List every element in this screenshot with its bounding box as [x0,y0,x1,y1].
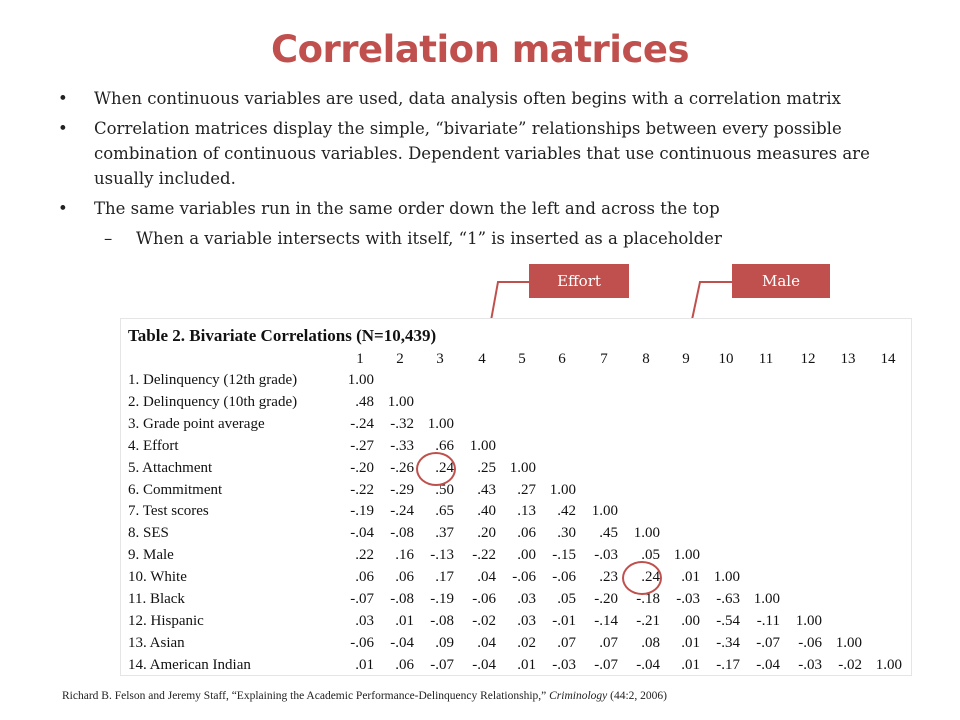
table-cell: -.04 [350,525,374,542]
table-cell: .13 [517,503,536,520]
bullet-text: Correlation matrices display the simple, “bivariate” relationships between every possible combination of continuous variables. Dependent variables that use continuous measures are usually included. [94,119,870,188]
row-label: 7. Test scores [128,503,209,520]
bullet-text: The same variables run in the same order down the left and across the top [94,199,720,218]
row-label: 13. Asian [128,634,185,651]
table-cell: 1.00 [387,393,414,410]
table-cell: -.24 [350,415,374,432]
table-cell: -.07 [350,591,374,607]
table-cell: .50 [435,481,454,498]
table-cell: -.13 [430,547,454,564]
table-cell: -.11 [756,612,780,629]
column-header: 12 [800,351,816,367]
row-label: 5. Attachment [128,459,213,476]
table-cell: .03 [517,591,536,607]
table-cell: -.19 [430,591,454,607]
table-cell: -.33 [390,437,414,454]
column-header: 9 [682,351,690,367]
table-cell: .17 [435,569,454,586]
column-header: 8 [642,351,650,367]
table-cell: -.07 [756,634,780,651]
table-cell: -.29 [390,481,414,498]
column-header: 1 [356,351,364,367]
table-cell: .66 [435,437,454,454]
table-cell: -.20 [350,459,374,476]
table-cell: .43 [477,481,496,498]
table-cell: .65 [435,503,454,520]
table-cell: .16 [395,547,414,564]
table-cell: 1.00 [633,525,660,542]
table-cell: .09 [435,634,454,651]
table-cell: .42 [557,503,576,520]
table-cell: -.18 [636,591,660,607]
table-cell: .03 [517,612,536,629]
column-header: 4 [478,351,486,367]
table-cell: .01 [681,634,700,651]
table-cell: -.07 [430,656,454,673]
table-cell: .01 [355,656,374,673]
effort-callout: Effort [529,264,629,298]
table-cell: -.04 [390,634,414,651]
row-label: 11. Black [128,591,185,607]
table-cell: -.08 [430,612,454,629]
bullet-dot-icon: • [58,89,68,108]
bullet-dot-icon: • [58,199,68,218]
column-header: 10 [718,351,734,367]
table-cell: .01 [395,612,414,629]
row-label: 14. American Indian [128,656,251,673]
table-cell: .01 [517,656,536,673]
table-cell: .06 [395,569,414,586]
column-header: 3 [436,351,444,367]
table-cell: -.02 [838,656,862,673]
table-cell: -.08 [390,525,414,542]
table-cell: 1.00 [713,569,740,586]
table-cell: 1.00 [509,459,536,476]
table-cell: -.04 [756,656,780,673]
table-cell: -.32 [390,415,414,432]
table-cell: 1.00 [427,415,454,432]
row-label: 1. Delinquency (12th grade) [128,372,298,388]
table-cell: -.19 [350,503,374,520]
table-cell: -.21 [636,612,660,629]
table-cell: .04 [477,634,496,651]
citation-issue: (44:2, 2006) [607,690,667,702]
table-cell: .22 [355,547,374,564]
table-cell: -.03 [676,591,700,607]
table-cell: .24 [435,459,454,476]
column-header: 11 [758,351,774,367]
table-cell: -.06 [472,591,496,607]
slide-title: Correlation matrices [270,28,689,71]
column-header: 5 [518,351,526,367]
row-label: 2. Delinquency (10th grade) [128,393,298,410]
column-header: 13 [840,351,856,367]
table-cell: .00 [517,547,536,564]
attachment-effort-highlight [416,452,456,486]
table-cell: 1.00 [875,656,902,673]
correlation-table-image [120,318,912,676]
table-cell: .08 [641,634,660,651]
table-cell: -.22 [472,547,496,564]
table-cell: .25 [477,459,496,476]
table-cell: -.01 [552,612,576,629]
table-cell: .05 [641,547,660,564]
table-cell: -.06 [512,569,536,586]
table-cell: -.22 [350,481,374,498]
table-cell: .06 [355,569,374,586]
table-cell: -.54 [716,612,740,629]
column-header: 7 [600,351,608,367]
table-cell: .30 [557,525,576,542]
table-cell: .37 [435,525,454,542]
table-cell: -.17 [716,656,740,673]
row-label: 3. Grade point average [128,415,265,432]
table-cell: .48 [355,393,374,410]
dash-icon: – [104,229,113,248]
table-cell: .05 [557,591,576,607]
table-cell: -.06 [798,634,822,651]
table-cell: 1.00 [835,634,862,651]
table-cell: 1.00 [753,591,780,607]
table-cell: .45 [599,525,618,542]
table-cell: -.07 [594,656,618,673]
citation-journal: Criminology [549,690,608,702]
table-cell: .00 [681,612,700,629]
row-label: 4. Effort [128,437,179,454]
table-cell: -.08 [390,591,414,607]
table-cell: -.24 [390,503,414,520]
table-cell: .06 [517,525,536,542]
table-cell: -.27 [350,437,374,454]
row-label: 9. Male [128,547,174,564]
sub-bullet-text: When a variable intersects with itself, “1” is inserted as a placeholder [136,229,722,248]
table-cell: .40 [477,503,496,520]
row-label: 12. Hispanic [128,612,204,629]
table-cell: .01 [681,656,700,673]
bullet-text: When continuous variables are used, data analysis often begins with a correlation matrix [94,89,841,108]
table-cell: -.03 [594,547,618,564]
table-cell: .01 [681,569,700,586]
table-cell: .24 [641,569,660,586]
table-cell: -.26 [390,459,414,476]
table-cell: -.06 [350,634,374,651]
bullet-dot-icon: • [58,119,68,138]
table-cell: -.14 [594,612,618,629]
table-cell: .27 [517,481,536,498]
table-title: Table 2. Bivariate Correlations (N=10,439) [128,326,437,345]
table-cell: .04 [477,569,496,586]
table-cell: -.63 [716,591,740,607]
table-cell: -.20 [594,591,618,607]
table-cell: .02 [517,634,536,651]
table-cell: 1.00 [795,612,822,629]
table-cell: -.15 [552,547,576,564]
table-cell: -.04 [636,656,660,673]
table-cell: -.02 [472,612,496,629]
row-label: 10. White [128,569,187,586]
row-label: 6. Commitment [128,481,223,498]
white-ses-highlight [622,561,662,595]
table-cell: 1.00 [549,481,576,498]
citation [62,690,667,702]
table-cell: .07 [599,634,618,651]
table-cell: 1.00 [591,503,618,520]
column-header: 2 [396,351,404,367]
table-cell: -.34 [716,634,740,651]
table-cell: .07 [557,634,576,651]
table-cell: .23 [599,569,618,586]
table-cell: -.03 [552,656,576,673]
column-header: 14 [880,351,896,367]
table-cell: .06 [395,656,414,673]
table-cell: -.04 [472,656,496,673]
table-cell: .03 [355,612,374,629]
table-cell: 1.00 [673,547,700,564]
table-cell: 1.00 [469,437,496,454]
table-cell: -.03 [798,656,822,673]
row-label: 8. SES [128,525,169,542]
table-cell: -.06 [552,569,576,586]
male-callout: Male [732,264,830,298]
citation-authors: Richard B. Felson and Jeremy Staff, “Explaining the Academic Performance-Delinquency Relationship,” [62,690,550,702]
table-cell: 1.00 [347,372,374,388]
column-header: 6 [558,351,566,367]
table-cell: .20 [477,525,496,542]
